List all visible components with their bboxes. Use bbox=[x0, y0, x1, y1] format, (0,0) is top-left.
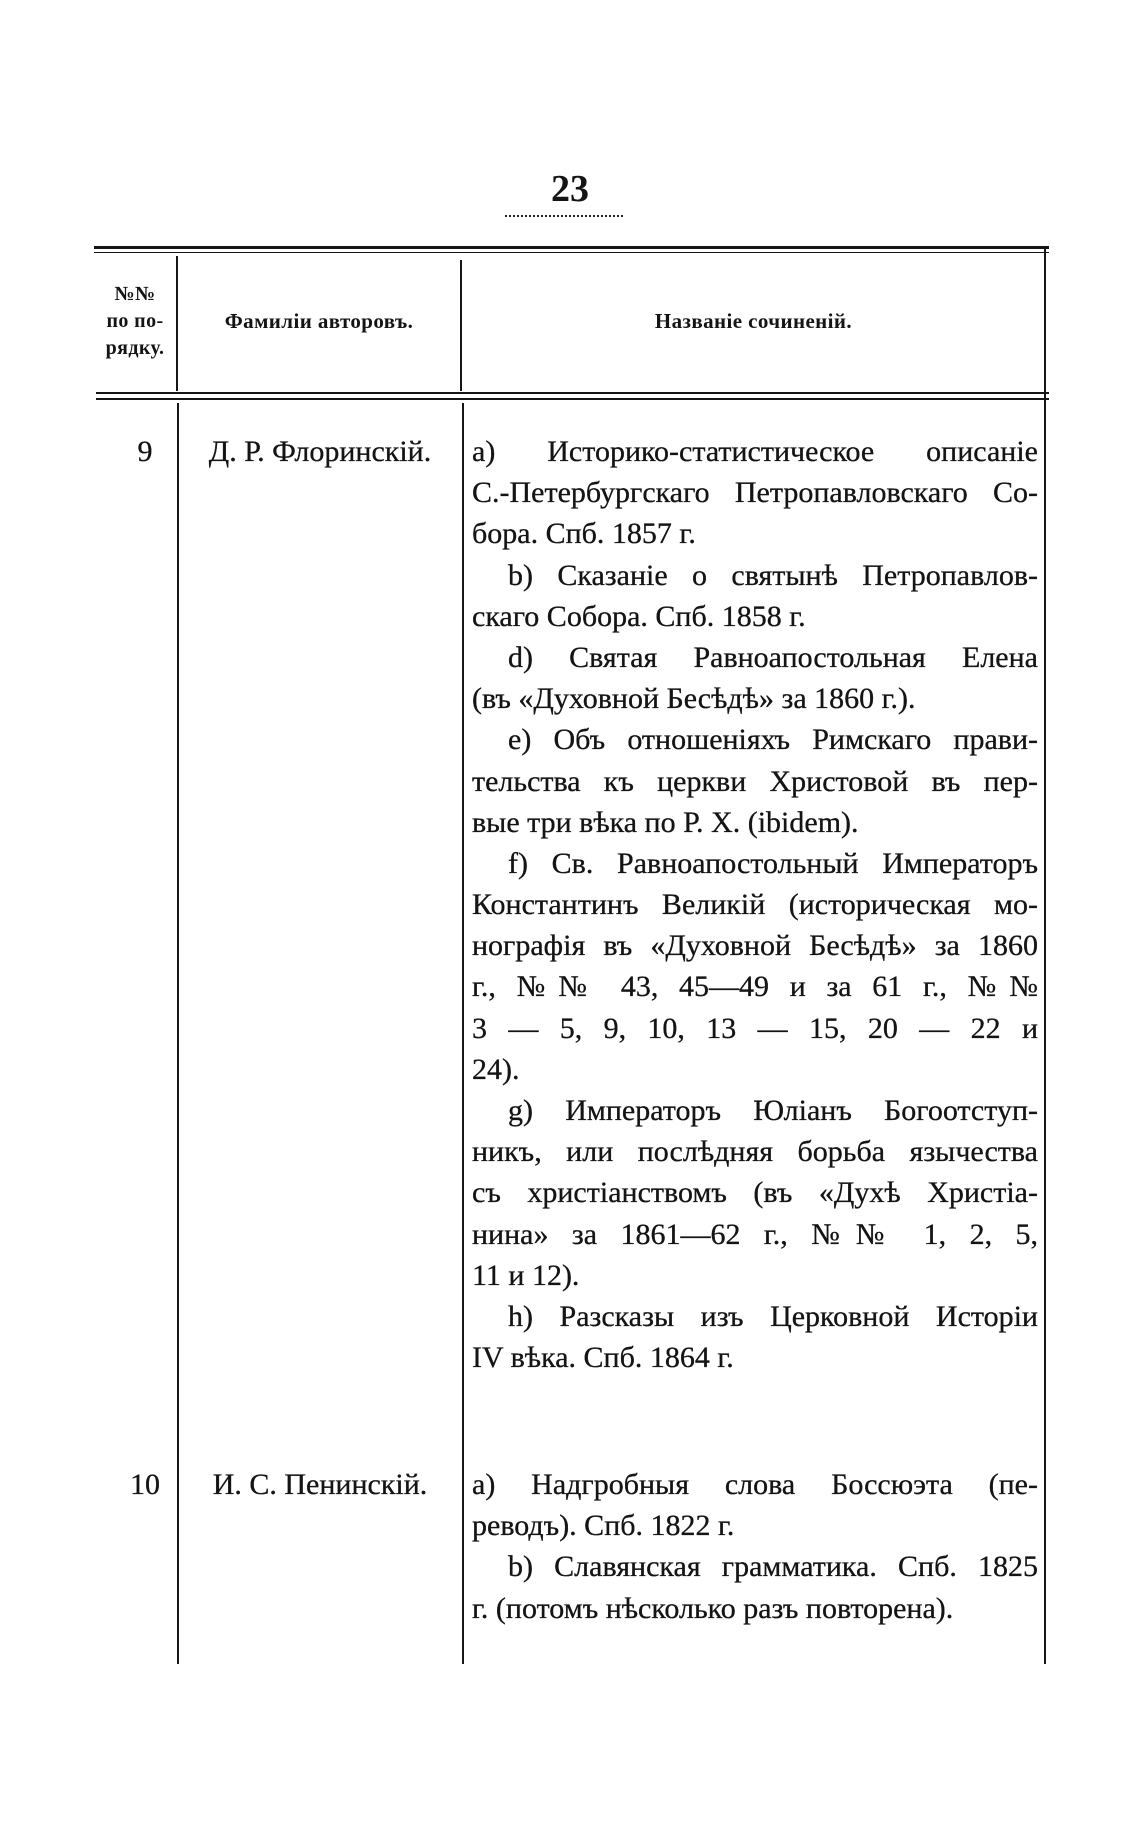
work-line: g) Императоръ Юліанъ Богоотступ- bbox=[508, 1094, 1038, 1127]
work-line: съ христіанствомъ (въ «Духѣ Христіа- bbox=[472, 1176, 1038, 1210]
work-line: г. (потомъ нѣсколько разъ повторена). bbox=[472, 1591, 954, 1625]
work-line: e) Объ отношеніяхъ Римскаго прави- bbox=[508, 723, 1038, 757]
work-line: реводъ). Спб. 1822 г. bbox=[472, 1509, 735, 1543]
row-author: Д. Р. Флоринскій. bbox=[208, 435, 432, 468]
work-line: b) Сказаніе о святынѣ Петропавлов- bbox=[508, 558, 1038, 592]
table-top-rule-thin bbox=[94, 252, 1049, 253]
work-line: a) Историко-статистическое описаніе bbox=[472, 435, 1038, 468]
work-entry bbox=[472, 1546, 1038, 1628]
works-list bbox=[472, 431, 1038, 1378]
table-top-rule bbox=[94, 246, 1049, 249]
header-number-line: №№ bbox=[114, 283, 156, 305]
work-line: нина» за 1861—62 г., №№ 1, 2, 5, bbox=[472, 1217, 1038, 1251]
work-line: 11 и 12). bbox=[472, 1258, 580, 1292]
work-entry bbox=[472, 1090, 1038, 1296]
work-line: b) Славянская грамматика. Спб. 1825 bbox=[508, 1550, 1038, 1584]
work-line: f) Св. Равноапостольный Императоръ bbox=[508, 846, 1038, 880]
work-line: d) Святая Равноапостольная Елена bbox=[508, 640, 1038, 674]
column-divider bbox=[460, 260, 462, 391]
work-line: вые три вѣка по Р. Х. (ibidem). bbox=[472, 805, 859, 839]
header-number-line: рядку. bbox=[105, 337, 165, 359]
work-line: нографія въ «Духовной Бесѣдѣ» за 1860 bbox=[472, 929, 1038, 963]
work-line: скаго Собора. Спб. 1858 г. bbox=[472, 599, 806, 633]
work-entry bbox=[472, 637, 1038, 719]
work-line: г., №№ 43, 45—49 и за 61 г., №№ bbox=[472, 970, 1038, 1004]
work-entry bbox=[472, 719, 1038, 843]
work-entry bbox=[472, 1296, 1038, 1378]
row-number: 9 bbox=[137, 435, 153, 468]
header-works: Названіе сочиненій. bbox=[654, 309, 853, 333]
work-line: С.-Петербургскаго Петропавловскаго Со- bbox=[472, 476, 1038, 510]
work-line: Константинъ Великій (историческая мо- bbox=[472, 888, 1038, 922]
work-line: 24). bbox=[472, 1052, 520, 1086]
table-right-border bbox=[1044, 246, 1046, 1664]
work-line: 3 — 5, 9, 10, 13 — 15, 20 — 22 и bbox=[472, 1011, 1038, 1045]
header-number-line: по по- bbox=[106, 310, 164, 332]
work-line: a) Надгробныя слова Боссюэта (пе- bbox=[472, 1468, 1038, 1501]
work-entry bbox=[472, 431, 1038, 555]
header-authors: Фамиліи авторовъ. bbox=[224, 309, 414, 333]
header-bottom-rule bbox=[96, 392, 1049, 394]
works-list bbox=[472, 1464, 1038, 1629]
work-entry bbox=[472, 843, 1038, 1090]
work-entry bbox=[472, 555, 1038, 637]
work-entry bbox=[472, 1464, 1038, 1546]
column-divider bbox=[462, 403, 464, 1664]
page-number-rule bbox=[505, 215, 623, 217]
page-number: 23 bbox=[551, 168, 589, 210]
work-line: никъ, или послѣдняя борьба язычества bbox=[472, 1135, 1038, 1169]
row-number: 10 bbox=[130, 1468, 160, 1501]
row-author: И. С. Пенинскій. bbox=[212, 1468, 428, 1501]
work-line: h) Разсказы изъ Церковной Исторіи bbox=[508, 1299, 1038, 1333]
header-bottom-rule-second bbox=[96, 398, 1049, 400]
work-line: IV вѣка. Спб. 1864 г. bbox=[472, 1341, 734, 1375]
work-line: (въ «Духовной Бесѣдѣ» за 1860 г.). bbox=[472, 682, 916, 716]
header-number-column bbox=[94, 281, 176, 362]
work-line: тельства къ церкви Христовой въ пер- bbox=[472, 764, 1038, 798]
work-line: бора. Спб. 1857 г. bbox=[472, 517, 696, 551]
